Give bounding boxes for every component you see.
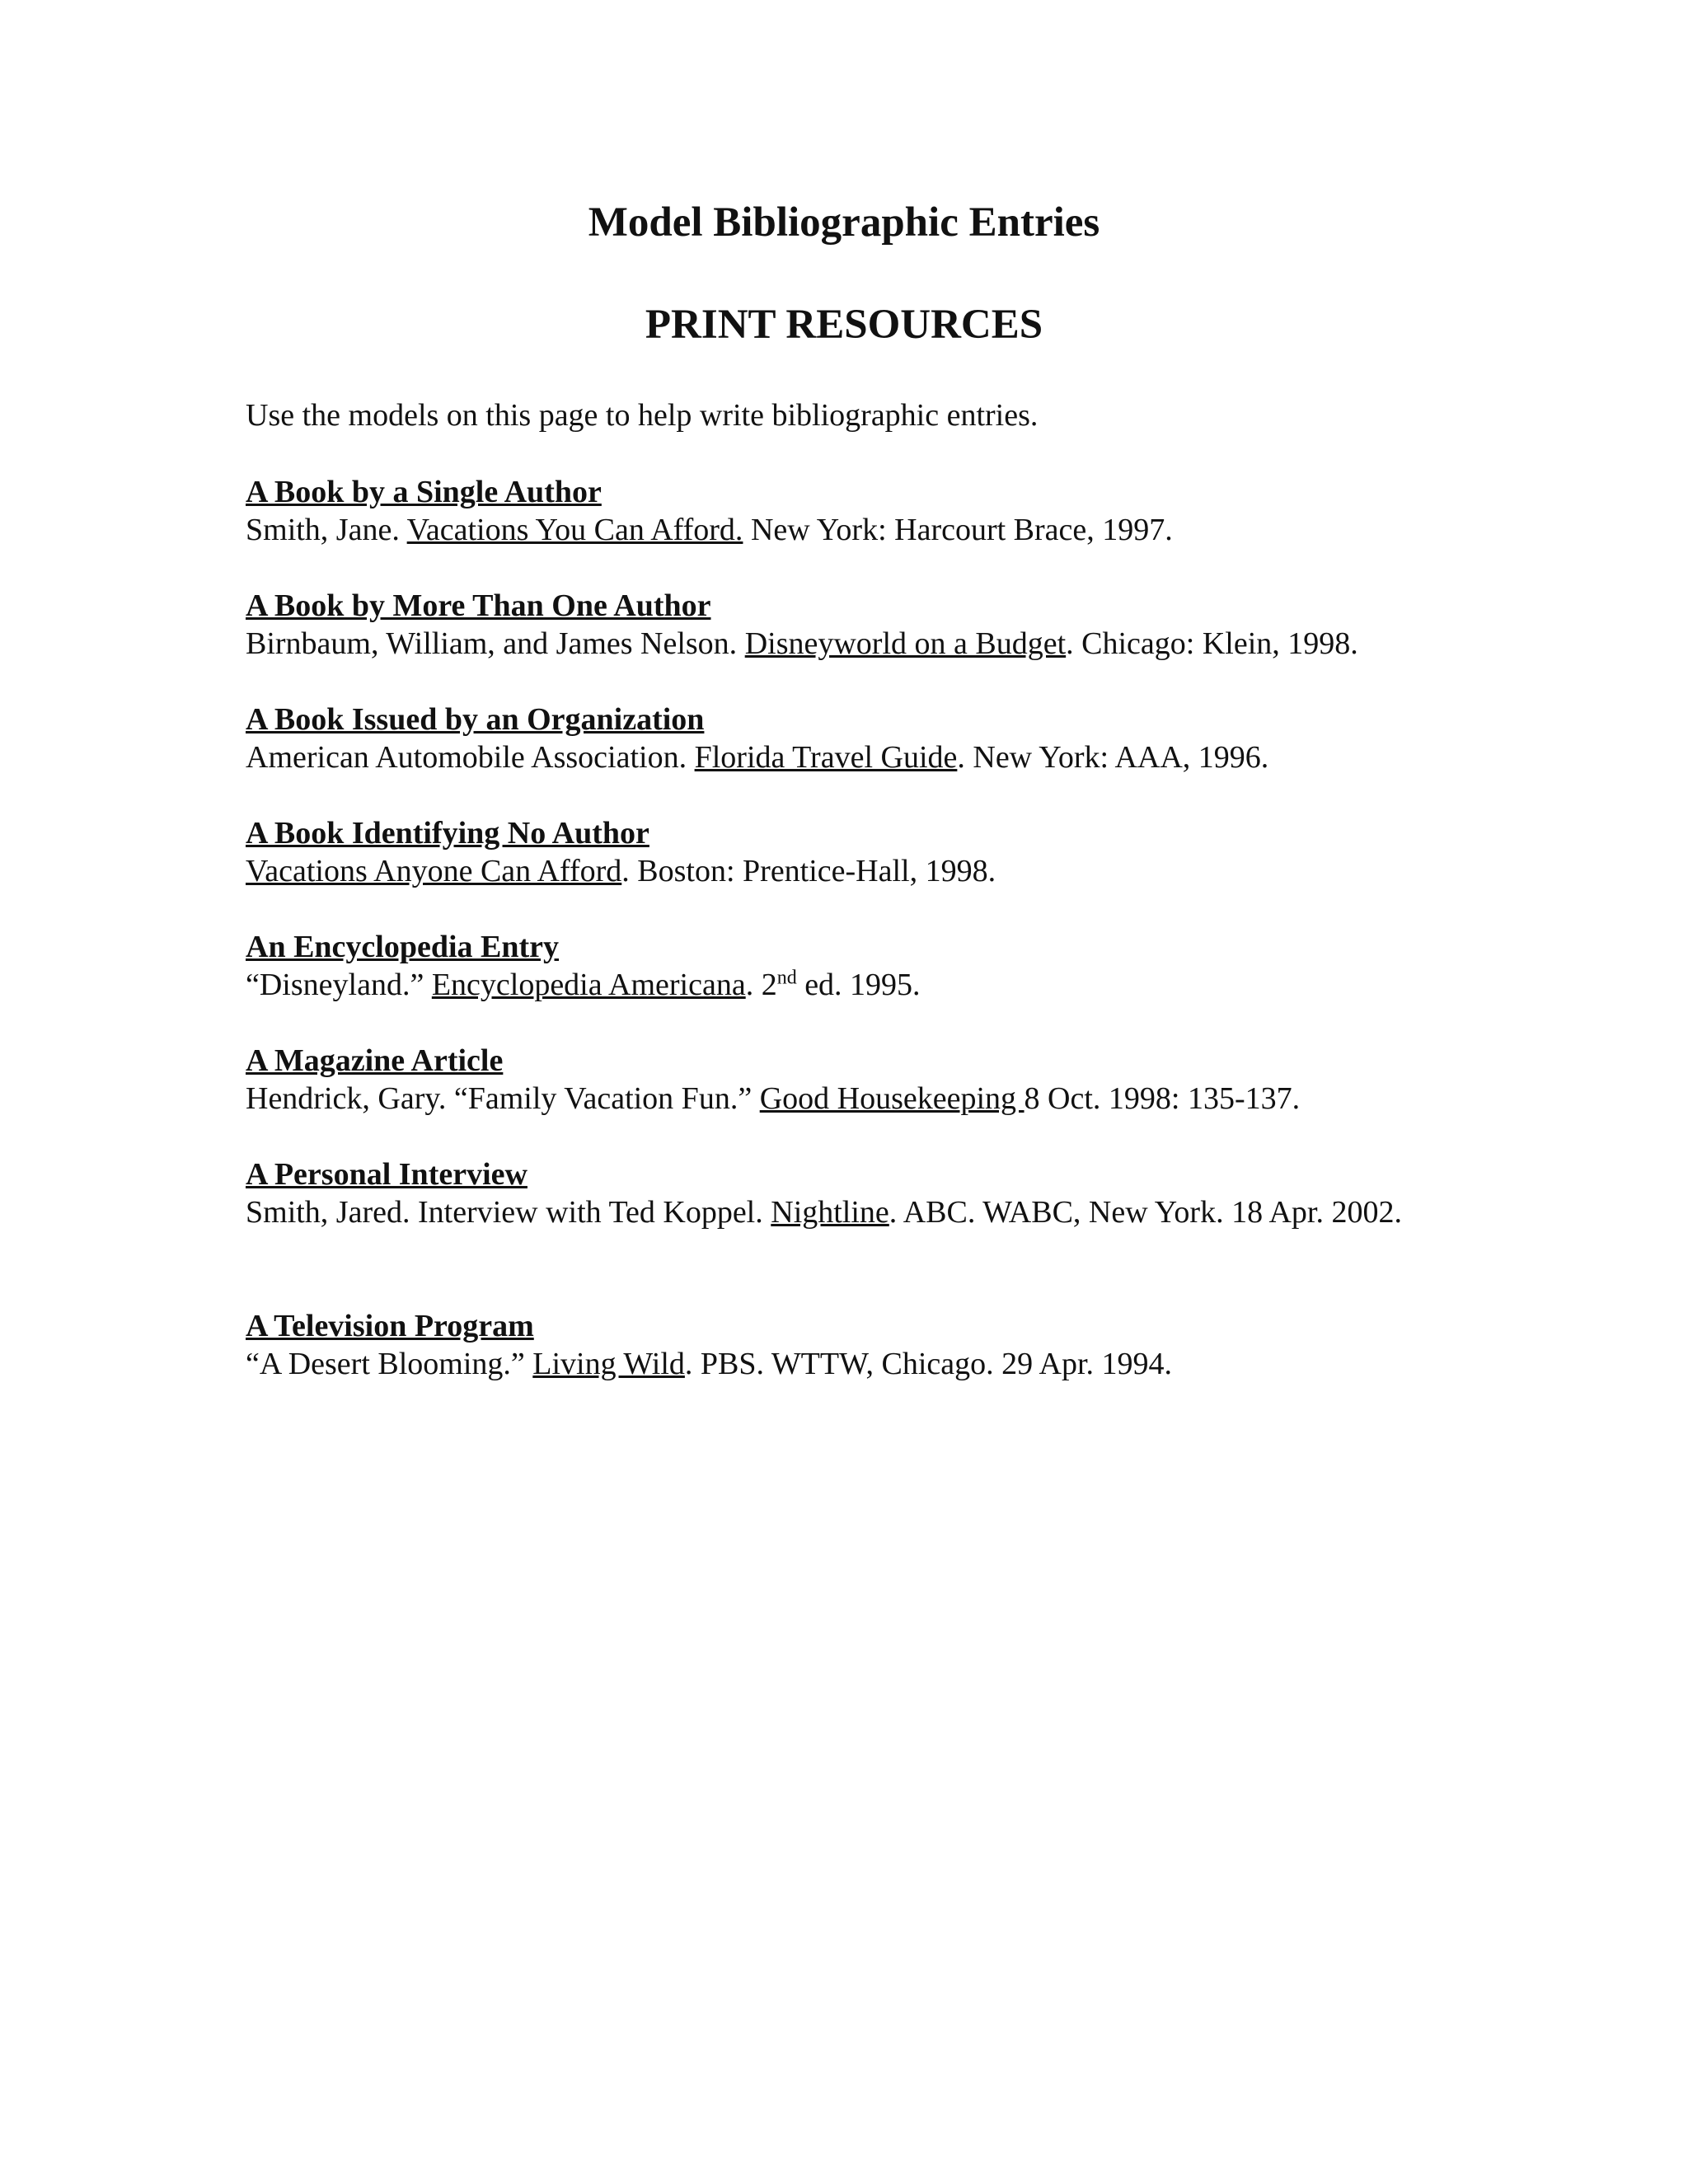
citation-prefix: “Disneyland.” [246,968,432,1002]
citation-prefix: Smith, Jared. Interview with Ted Koppel. [246,1195,771,1230]
citation-work-title: Florida Travel Guide [694,740,958,775]
entry-citation [246,852,1441,890]
entry-multiple-authors [246,587,1441,663]
citation-suffix: 8 Oct. 1998: 135-137. [1024,1081,1301,1116]
citation-prefix: American Automobile Association. [246,740,695,775]
entry-single-author [246,473,1441,549]
entry-organization [246,701,1441,776]
entry-citation [246,738,1441,776]
citation-work-title: Encyclopedia Americana [431,968,746,1002]
entry-heading: A Book by a Single Author [246,475,602,509]
citation-suffix: . New York: AAA, 1996. [957,740,1269,775]
citation-suffix: New York: Harcourt Brace, 1997. [743,513,1173,547]
citation-work-title: Vacations You Can Afford. [406,513,743,547]
entry-magazine [246,1042,1441,1118]
citation-prefix: Hendrick, Gary. “Family Vacation Fun.” [246,1081,760,1116]
entry-heading: A Book Identifying No Author [246,816,649,851]
entry-citation [246,1080,1441,1118]
citation-suffix: . Chicago: Klein, 1998. [1066,626,1358,661]
entry-citation [246,1345,1441,1383]
ordinal-superscript: nd [776,967,797,989]
page-title: Model Bibliographic Entries [588,199,1100,246]
citation-suffix: . ABC. WABC, New York. 18 Apr. 2002. [889,1195,1402,1230]
entry-heading: A Television Program [246,1309,534,1343]
entry-heading: A Personal Interview [246,1157,528,1192]
intro-text: Use the models on this page to help write bibliographic entries. [246,398,1039,433]
citation-suffix: . Boston: Prentice-Hall, 1998. [621,854,996,888]
citation-suffix: . PBS. WTTW, Chicago. 29 Apr. 1994. [684,1347,1173,1381]
entry-no-author [246,814,1441,890]
section-title: PRINT RESOURCES [645,302,1043,348]
citation-prefix: Birnbaum, William, and James Nelson. [246,626,745,661]
entry-television [246,1307,1441,1383]
entry-heading: A Magazine Article [246,1043,504,1078]
citation-work-title: Vacations Anyone Can Afford [246,854,622,888]
citation-work-title: Nightline [771,1195,889,1230]
citation-suffix-2: ed. 1995. [796,968,921,1002]
entry-encyclopedia [246,928,1441,1004]
citation-suffix: . 2 [745,968,777,1002]
citation-prefix: Smith, Jane. [246,513,407,547]
citation-work-title: Disneyworld on a Budget [744,626,1067,661]
entry-heading: A Book Issued by an Organization [246,702,705,737]
citation-work-title: Good Housekeeping [759,1081,1025,1116]
entry-heading: An Encyclopedia Entry [246,930,560,964]
citation-prefix: “A Desert Blooming.” [246,1347,533,1381]
entry-citation [246,1193,1441,1231]
citation-work-title: Living Wild [532,1347,685,1381]
entry-heading: A Book by More Than One Author [246,588,711,623]
entry-interview [246,1155,1441,1231]
entry-citation [246,966,1441,1004]
entry-citation [246,511,1441,549]
entry-citation [246,625,1441,663]
